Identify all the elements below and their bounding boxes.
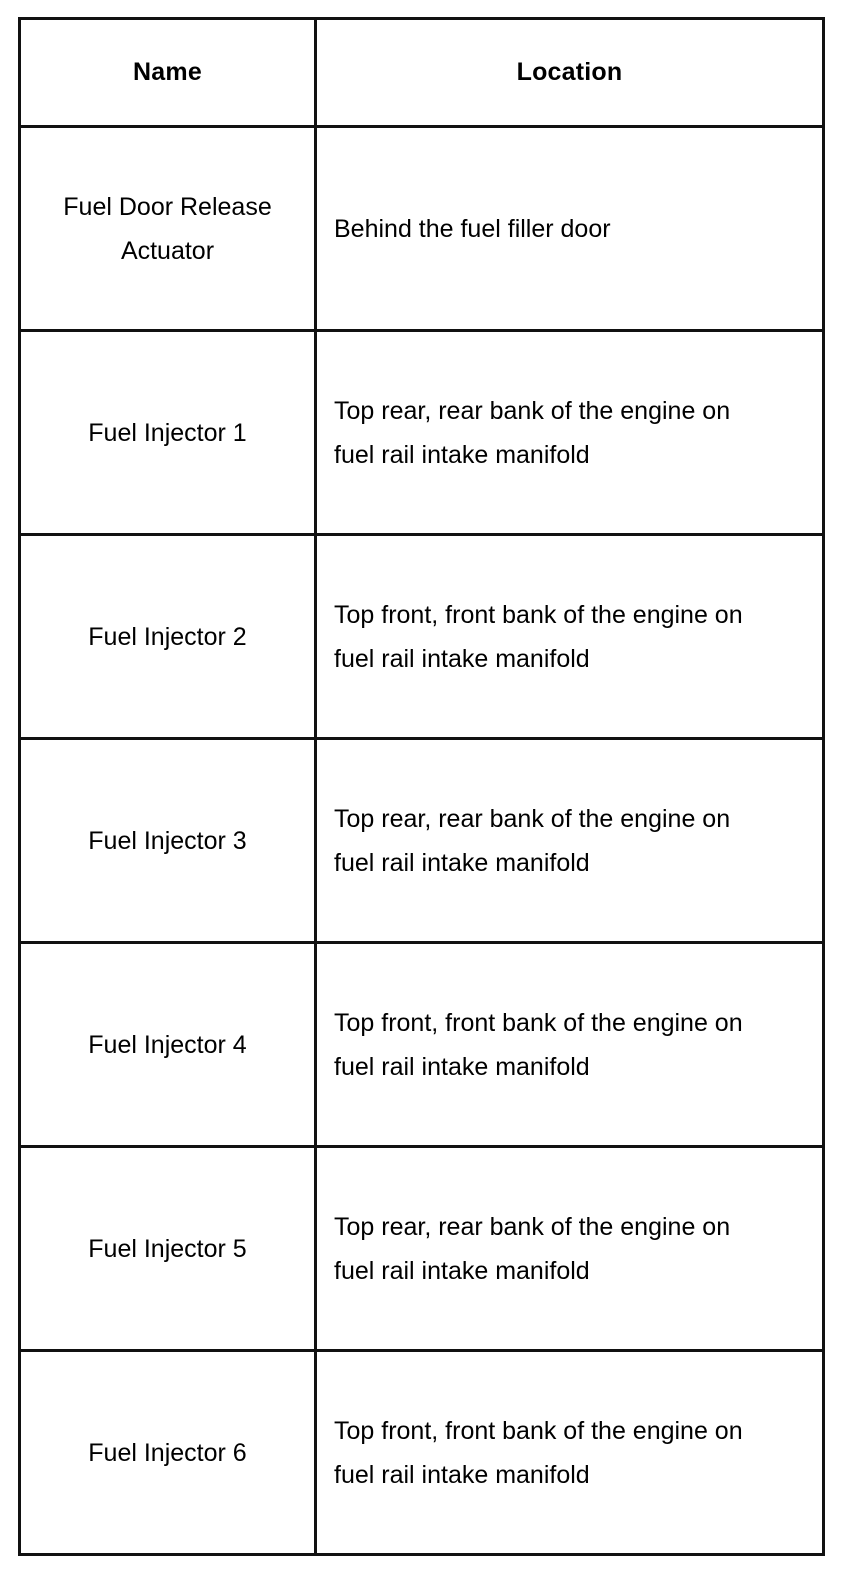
- component-location-cell: Behind the fuel filler door: [316, 127, 824, 331]
- component-location-cell: Top front, front bank of the engine on fuel rail intake manifold: [316, 943, 824, 1147]
- component-name-cell: Fuel Injector 5: [20, 1147, 316, 1351]
- component-name-cell: Fuel Injector 3: [20, 739, 316, 943]
- column-header-location: Location: [316, 19, 824, 127]
- table-row: [20, 943, 824, 1147]
- table-row: [20, 331, 824, 535]
- component-location-cell: Top front, front bank of the engine on fuel rail intake manifold: [316, 535, 824, 739]
- table-row: [20, 1147, 824, 1351]
- component-location-cell: Top front, front bank of the engine on fuel rail intake manifold: [316, 1351, 824, 1555]
- column-header-name: Name: [20, 19, 316, 127]
- component-name-cell: Fuel Injector 2: [20, 535, 316, 739]
- component-name-cell: Fuel Door Release Actuator: [20, 127, 316, 331]
- component-name-cell: Fuel Injector 6: [20, 1351, 316, 1555]
- component-name-cell: Fuel Injector 1: [20, 331, 316, 535]
- component-name-cell: Fuel Injector 4: [20, 943, 316, 1147]
- table-row: [20, 535, 824, 739]
- component-location-cell: Top rear, rear bank of the engine on fuel rail intake manifold: [316, 1147, 824, 1351]
- table-header-row: [20, 19, 824, 127]
- table-row: [20, 127, 824, 331]
- component-location-cell: Top rear, rear bank of the engine on fuel rail intake manifold: [316, 739, 824, 943]
- component-location-cell: Top rear, rear bank of the engine on fuel rail intake manifold: [316, 331, 824, 535]
- component-location-table: [18, 17, 825, 1556]
- table-row: [20, 739, 824, 943]
- table-row: [20, 1351, 824, 1555]
